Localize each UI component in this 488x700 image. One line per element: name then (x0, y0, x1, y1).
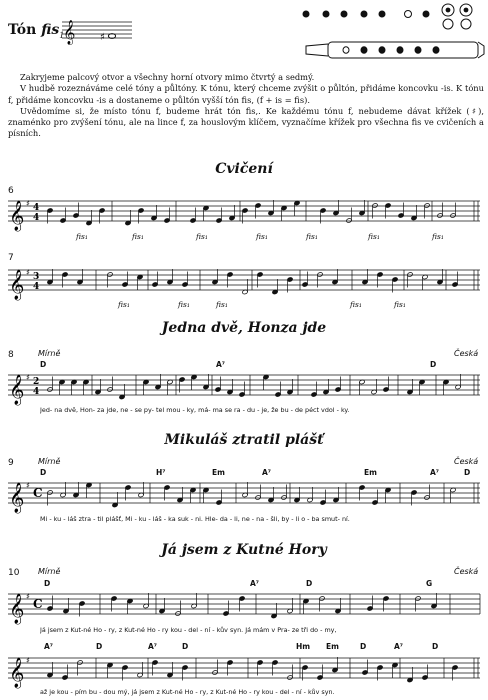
svg-text:♯: ♯ (26, 656, 30, 665)
intro-paragraph-2: V hudbě rozeznáváme celé tóny a půltóny. K tónu, který chceme zvýšit o půltón, přidáme koncovku -is. K tónu f, přidáme koncovku -is a dostaneme o půltón vyšší tón fis, (f + is = fis). (8, 83, 484, 105)
fis-label: fis₁ (368, 232, 380, 241)
fis-label: fis₁ (306, 232, 318, 241)
chord-symbol: H⁷ (156, 468, 166, 477)
song-lyrics: Mi - ku - láš ztra - til plášť, Mi - ku - láš - ka suk - ni. Hle- da - li, ne - na - šli, by - li o - ba smut- ní. (40, 515, 350, 523)
chord-symbol: D (464, 468, 471, 477)
chord-symbol: A⁷ (430, 468, 440, 477)
chord-symbol: D (432, 642, 439, 651)
song-origin: Česká (454, 457, 479, 466)
fis-label: fis₁ (196, 232, 208, 241)
intro-text (8, 72, 484, 140)
system-8-notes (47, 374, 461, 400)
svg-text:♯: ♯ (26, 481, 30, 490)
song-origin: Česká (454, 567, 479, 576)
svg-text:𝄞: 𝄞 (9, 201, 25, 231)
svg-text:4: 4 (33, 387, 40, 397)
fis-label: fis₁ (216, 300, 228, 309)
song-lyrics: Jed- na dvě, Hon- za jde, ne - se py- tel mou - ky, má- ma se ra - du - je, že bu - de péct vdol - ky. (40, 406, 350, 414)
chord-symbol: A⁷ (394, 642, 404, 651)
chord-symbol: Hm (296, 642, 311, 651)
svg-text:𝄞: 𝄞 (63, 20, 76, 44)
chord-symbol: D (96, 642, 103, 651)
fis-label: fis₁ (132, 232, 144, 241)
fis-label: fis₁ (394, 300, 406, 309)
svg-text:♯: ♯ (100, 32, 105, 43)
section-title-exercises: Cvičení (215, 161, 273, 177)
chord-symbol: D (306, 579, 313, 588)
svg-text:𝄞: 𝄞 (9, 594, 25, 624)
intro-paragraph-3: Uvědomíme si, že místo tónu f, budeme hrát tón fis,. Ke každému tónu f, nebudeme dávat křížek (♯), znaménko pro zvýšení tónu, ale na lince f, za houslovým klíčem, vyznačíme křížek pro všechna fis ve cvičeních a písních. (8, 105, 484, 139)
staff-system-10 (0, 590, 488, 624)
chord-symbol: D (40, 468, 47, 477)
chord-symbol: Em (326, 642, 339, 651)
song-title: Mikuláš ztratil plášť (164, 432, 324, 448)
svg-text:♯: ♯ (26, 199, 30, 208)
fis-note-staff (62, 16, 132, 46)
recorder-fingering-diagram (298, 2, 484, 64)
fis-label: fis₁ (350, 300, 362, 309)
song-lyrics: Já jsem z Kut-né Ho - ry, z Kut-né Ho - ry kou - del - ní - kův syn. Já mám v Pra- ze tři do - my, (40, 626, 337, 634)
title-word: Tón (8, 22, 37, 38)
chord-symbol: D (360, 642, 367, 651)
svg-text:♯: ♯ (26, 373, 30, 382)
title-note: fis (41, 22, 60, 38)
system-number: 8 (8, 350, 14, 360)
svg-text:𝄞: 𝄞 (9, 483, 25, 513)
svg-text:4: 4 (33, 282, 40, 292)
title-subscript: 1 (59, 30, 65, 40)
chord-symbol: A⁷ (148, 642, 158, 651)
system-number: 10 (8, 568, 20, 578)
system-number: 7 (8, 253, 14, 263)
system-11-notes (47, 657, 458, 683)
svg-text:𝄞: 𝄞 (9, 658, 25, 688)
staff-system-11 (0, 654, 488, 688)
system-6-notes (47, 200, 456, 226)
svg-text:𝄞: 𝄞 (9, 270, 25, 300)
chord-symbol: D (40, 360, 47, 369)
chord-symbol: G (426, 579, 433, 588)
svg-text:4: 4 (33, 213, 40, 223)
staff-system-7 (0, 266, 488, 306)
tempo-marking: Mírně (38, 349, 61, 358)
chord-symbol: A⁷ (216, 360, 226, 369)
chord-symbol: Em (212, 468, 225, 477)
system-7-notes (47, 269, 458, 295)
svg-text:C: C (33, 486, 43, 500)
fis-label: fis₁ (256, 232, 268, 241)
svg-text:𝄞: 𝄞 (9, 375, 25, 405)
svg-text:3: 3 (33, 272, 40, 282)
tempo-marking: Mírně (38, 567, 61, 576)
system-10-notes (47, 593, 450, 619)
svg-text:♯: ♯ (26, 592, 30, 601)
staff-system-9 (0, 479, 488, 513)
song-title: Já jsem z Kutné Hory (161, 542, 327, 558)
system-9-notes (47, 482, 456, 508)
svg-text:4: 4 (33, 203, 40, 213)
chord-symbol: A⁷ (262, 468, 272, 477)
fis-label: fis₁ (178, 300, 190, 309)
svg-text:♯: ♯ (26, 268, 30, 277)
song-title: Jedna dvě, Honza jde (161, 320, 327, 336)
chord-symbol: D (430, 360, 437, 369)
staff-system-6 (0, 197, 488, 237)
chord-symbol: A⁷ (250, 579, 260, 588)
song-lyrics: až je kou - pím bu - dou mý, já jsem z Kut-né Ho - ry, z Kut-né Ho - ry kou - del - ní - kův syn. (40, 688, 335, 696)
fis-label: fis₁ (432, 232, 444, 241)
svg-text:2: 2 (33, 377, 40, 387)
chord-symbol: A⁷ (44, 642, 54, 651)
chord-symbol: Em (364, 468, 377, 477)
intro-paragraph-1: Zakryjeme palcový otvor a všechny horní otvory mimo čtvrtý a sedmý. (20, 72, 315, 82)
system-number: 6 (8, 186, 14, 196)
chord-symbol: D (44, 579, 51, 588)
staff-system-8 (0, 371, 488, 405)
fis-label: fis₁ (118, 300, 130, 309)
song-origin: Česká (454, 349, 479, 358)
lesson-title (8, 22, 64, 40)
tempo-marking: Mírně (38, 457, 61, 466)
svg-text:C: C (33, 597, 43, 611)
chord-symbol: D (182, 642, 189, 651)
system-number: 9 (8, 458, 14, 468)
fis-label: fis₁ (76, 232, 88, 241)
